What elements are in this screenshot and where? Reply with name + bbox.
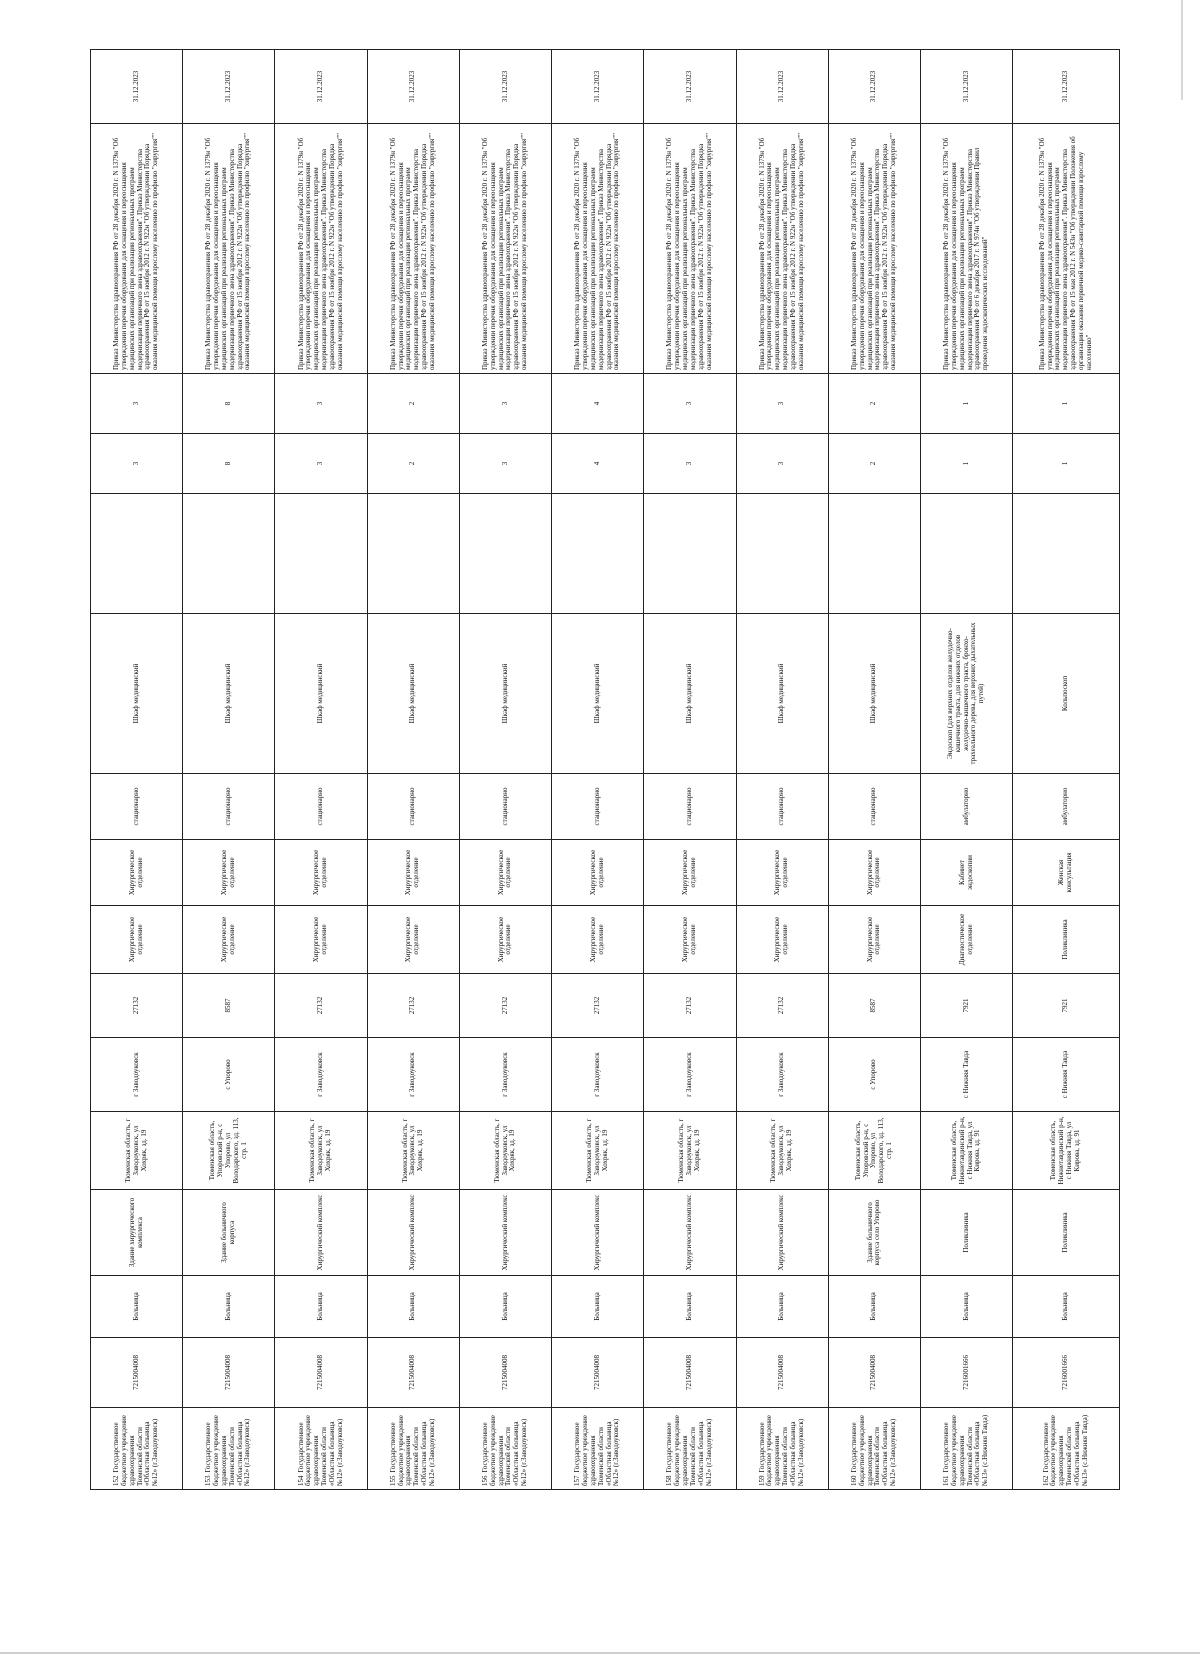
rotated-page-content	[90, 70, 1120, 1490]
legal-basis-cell: Приказ Министерства здравоохранения РФ от 28 декабря 2020 г. N 1379н "Об утверждении перечня оборудования для оснащения и переоснащения медицинских организаций при реализации региональных программ модернизации первичного звена здравоохранения". Приказ Министерства здравоохранения РФ от 15 ноября 2012 г. N 922н "Об утверждении Порядка оказания медицинской помощи взрослому населению по профилю "хирургия""	[828, 124, 920, 374]
extra-cell	[920, 494, 1012, 614]
extra-cell	[736, 494, 828, 614]
table-row	[459, 50, 551, 1490]
deadline-date-cell: 31.12.2023	[644, 50, 736, 124]
address-cell: Тюменская область, Нижнетавдинский р-н, с Нижняя Тавда, ул Кирова, зд. 91	[920, 1112, 1012, 1190]
building-cell: Хирургический комплекс	[736, 1190, 828, 1276]
deadline-date-cell: 31.12.2023	[1013, 50, 1120, 124]
address-cell: Тюменская область, Нижнетавдинский р-н, с Нижняя Тавда, ул Кирова, зд. 91	[1013, 1112, 1120, 1190]
facility-type-cell: Больница	[459, 1276, 551, 1338]
quantity-total-cell: 3	[275, 374, 367, 434]
inn-cell: 7215004008	[367, 1338, 459, 1408]
row-number-organization-cell	[459, 1408, 551, 1490]
address-cell: Тюменская область, г Заводоуковск, ул Хохряк, зд. 19	[736, 1112, 828, 1190]
equipment-name-cell: Шкаф медицинский	[367, 614, 459, 774]
organization-name: Государственное бюджетное учреждение здравоохранения Тюменской области «Областная больница №12» (г.Заводоуковск)	[849, 1415, 898, 1486]
row-number-organization-cell	[828, 1408, 920, 1490]
equipment-name-cell: Шкаф медицинский	[459, 614, 551, 774]
care-condition-cell: амбулаторно	[1013, 774, 1120, 840]
department-cell: Хирургическое отделение	[552, 906, 644, 974]
address-cell: Тюменская область, г Заводоуковск, ул Хохряк, зд. 19	[367, 1112, 459, 1190]
row-number-organization-cell	[91, 1408, 183, 1490]
population-cell: 7921	[1013, 974, 1120, 1038]
building-cell: Поликлиника	[920, 1190, 1012, 1276]
facility-type-cell: Больница	[736, 1276, 828, 1338]
address-cell: Тюменская область, Упоровский р-н, с Упорово, ул Володарского, зд. 113, стр. 1	[183, 1112, 275, 1190]
address-cell: Тюменская область, г Заводоуковск, ул Хохряк, зд. 19	[275, 1112, 367, 1190]
department-cell: Хирургическое отделение	[275, 906, 367, 974]
legal-basis-cell: Приказ Министерства здравоохранения РФ от 28 декабря 2020 г. N 1379н "Об утверждении перечня оборудования для оснащения и переоснащения медицинских организаций при реализации региональных программ модернизации первичного звена здравоохранения". Приказ Министерства здравоохранения РФ от 15 ноября 2012 г. N 922н "Об утверждении Порядка оказания медицинской помощи взрослому населению по профилю "хирургия""	[91, 124, 183, 374]
facility-type-cell: Больница	[828, 1276, 920, 1338]
row-number: 156	[481, 1475, 489, 1486]
department-cell: Хирургическое отделение	[459, 906, 551, 974]
population-cell: 27132	[367, 974, 459, 1038]
extra-cell	[552, 494, 644, 614]
care-condition-cell: стационарно	[275, 774, 367, 840]
building-cell: Хирургический комплекс	[367, 1190, 459, 1276]
row-number: 153	[204, 1475, 213, 1486]
deadline-date-cell: 31.12.2023	[736, 50, 828, 124]
care-condition-cell: стационарно	[367, 774, 459, 840]
row-number-organization-cell	[644, 1408, 736, 1490]
extra-cell	[644, 494, 736, 614]
quantity-total-cell: 4	[552, 374, 644, 434]
address-cell: Тюменская область, г Заводоуковск, ул Хохряк, зд. 19	[552, 1112, 644, 1190]
equipment-table	[90, 49, 1120, 1490]
quantity-cell: 1	[920, 434, 1012, 494]
table-body	[91, 50, 1120, 1490]
row-number: 159	[757, 1475, 766, 1486]
row-number: 162	[1041, 1475, 1050, 1486]
equipment-name-cell: Шкаф медицинский	[183, 614, 275, 774]
quantity-total-cell: 3	[736, 374, 828, 434]
population-cell: 7921	[920, 974, 1012, 1038]
population-cell: 27132	[736, 974, 828, 1038]
locality-cell: г Заводоуковск	[644, 1038, 736, 1112]
row-number-organization-cell	[920, 1408, 1012, 1490]
subdivision-cell: Кабинет эндоскопии	[920, 840, 1012, 906]
table-row	[644, 50, 736, 1490]
organization-name: Государственное бюджетное учреждение здравоохранения Тюменской области «Областная больница №12» (г.Заводоуковск)	[481, 1415, 529, 1486]
organization-name: Государственное бюджетное учреждение здравоохранения Тюменской области «Областная больница №12» (г.Заводоуковск)	[112, 1415, 160, 1486]
quantity-cell: 3	[459, 434, 551, 494]
row-number: 158	[665, 1475, 674, 1486]
locality-cell: с Упорово	[828, 1038, 920, 1112]
building-cell: Здание хирургического комплекса	[91, 1190, 183, 1276]
building-cell: Хирургический комплекс	[644, 1190, 736, 1276]
legal-basis-cell: Приказ Министерства здравоохранения РФ от 28 декабря 2020 г. N 1379н "Об утверждении перечня оборудования для оснащения и переоснащения медицинских организаций при реализации региональных программ модернизации первичного звена здравоохранения". Приказ Министерства здравоохранения РФ от 15 ноября 2012 г. N 922н "Об утверждении Порядка оказания медицинской помощи взрослому населению по профилю "хирургия""	[183, 124, 275, 374]
table-row	[736, 50, 828, 1490]
quantity-total-cell: 1	[1013, 374, 1120, 434]
table-row	[552, 50, 644, 1490]
table-row	[1013, 50, 1120, 1490]
population-cell: 27132	[644, 974, 736, 1038]
equipment-name-cell: Шкаф медицинский	[275, 614, 367, 774]
row-number: 155	[388, 1475, 397, 1486]
subdivision-cell: Хирургическое отделение	[459, 840, 551, 906]
equipment-name-cell: Шкаф медицинский	[552, 614, 644, 774]
inn-cell: 7215004008	[459, 1338, 551, 1408]
extra-cell	[828, 494, 920, 614]
quantity-cell: 8	[183, 434, 275, 494]
deadline-date-cell: 31.12.2023	[91, 50, 183, 124]
deadline-date-cell: 31.12.2023	[275, 50, 367, 124]
department-cell: Поликлиника	[1013, 906, 1120, 974]
address-cell: Тюменская область, Упоровский р-н, с Упорово, ул Володарского, зд. 113, стр. 1	[828, 1112, 920, 1190]
subdivision-cell: Хирургическое отделение	[552, 840, 644, 906]
facility-type-cell: Больница	[275, 1276, 367, 1338]
row-number: 161	[942, 1475, 951, 1486]
legal-basis-cell: Приказ Министерства здравоохранения РФ от 28 декабря 2020 г. N 1379н "Об утверждении перечня оборудования для оснащения и переоснащения медицинских организаций при реализации региональных программ модернизации первичного звена здравоохранения". Приказ Министерства здравоохранения РФ от 15 ноября 2012 г. N 922н "Об утверждении Порядка оказания медицинской помощи взрослому населению по профилю "хирургия""	[367, 124, 459, 374]
address-cell: Тюменская область, г Заводоуковск, ул Хохряк, зд. 19	[459, 1112, 551, 1190]
facility-type-cell: Больница	[183, 1276, 275, 1338]
care-condition-cell: стационарно	[91, 774, 183, 840]
legal-basis-cell: Приказ Министерства здравоохранения РФ от 28 декабря 2020 г. N 1379н "Об утверждении перечня оборудования для оснащения и переоснащения медицинских организаций при реализации региональных программ модернизации первичного звена здравоохранения". Приказ Министерства здравоохранения РФ от 15 ноября 2012 г. N 922н "Об утверждении Порядка оказания медицинской помощи взрослому населению по профилю "хирургия""	[552, 124, 644, 374]
equipment-name-cell: Шкаф медицинский	[736, 614, 828, 774]
row-number-organization-cell	[736, 1408, 828, 1490]
inn-cell: 7215004008	[275, 1338, 367, 1408]
subdivision-cell: Женская консультация	[1013, 840, 1120, 906]
facility-type-cell: Больница	[644, 1276, 736, 1338]
organization-name: Государственное бюджетное учреждение здравоохранения Тюменской области «Областная больница №13» (с.Нижняя Тавда)	[942, 1414, 990, 1486]
department-cell: Диагностическое отделение	[920, 906, 1012, 974]
row-number: 160	[849, 1475, 858, 1486]
quantity-cell: 3	[736, 434, 828, 494]
population-cell: 27132	[459, 974, 551, 1038]
legal-basis-cell: Приказ Министерства здравоохранения РФ от 28 декабря 2020 г. N 1379н "Об утверждении перечня оборудования для оснащения и переоснащения медицинских организаций при реализации региональных программ модернизации первичного звена здравоохранения". Приказ Министерства здравоохранения РФ от 6 декабря 2017 г. N 974н "Об утверждении Правил проведения эндоскопических исследований"	[920, 124, 1012, 374]
population-cell: 8587	[828, 974, 920, 1038]
department-cell: Хирургическое отделение	[91, 906, 183, 974]
subdivision-cell: Хирургическое отделение	[183, 840, 275, 906]
facility-type-cell: Больница	[367, 1276, 459, 1338]
quantity-total-cell: 3	[91, 374, 183, 434]
subdivision-cell: Хирургическое отделение	[275, 840, 367, 906]
inn-cell: 7216001666	[920, 1338, 1012, 1408]
row-number: 152	[112, 1475, 121, 1486]
locality-cell: г Заводоуковск	[459, 1038, 551, 1112]
care-condition-cell: стационарно	[736, 774, 828, 840]
scan-edge-right	[1181, 0, 1183, 100]
population-cell: 8587	[183, 974, 275, 1038]
quantity-cell: 2	[828, 434, 920, 494]
locality-cell: г Заводоуковск	[367, 1038, 459, 1112]
quantity-total-cell: 3	[459, 374, 551, 434]
inn-cell: 7215004008	[552, 1338, 644, 1408]
equipment-name-cell: Шкаф медицинский	[828, 614, 920, 774]
extra-cell	[1013, 494, 1120, 614]
facility-type-cell: Больница	[1013, 1276, 1120, 1338]
row-number-organization-cell	[1013, 1408, 1120, 1490]
quantity-total-cell: 8	[183, 374, 275, 434]
care-condition-cell: стационарно	[552, 774, 644, 840]
department-cell: Хирургическое отделение	[183, 906, 275, 974]
inn-cell: 7215004008	[91, 1338, 183, 1408]
quantity-total-cell: 2	[828, 374, 920, 434]
locality-cell: с Нижняя Тавда	[920, 1038, 1012, 1112]
extra-cell	[367, 494, 459, 614]
quantity-cell: 4	[552, 434, 644, 494]
organization-name: Государственное бюджетное учреждение здравоохранения Тюменской области «Областная больница №12» (г.Заводоуковск)	[573, 1415, 621, 1486]
department-cell: Хирургическое отделение	[828, 906, 920, 974]
deadline-date-cell: 31.12.2023	[920, 50, 1012, 124]
scan-edge-bottom	[0, 1652, 1200, 1654]
care-condition-cell: амбулаторно	[920, 774, 1012, 840]
care-condition-cell: стационарно	[644, 774, 736, 840]
organization-name: Государственное бюджетное учреждение здравоохранения Тюменской области «Областная больница №12» (г.Заводоуковск)	[204, 1415, 252, 1486]
legal-basis-cell: Приказ Министерства здравоохранения РФ от 28 декабря 2020 г. N 1379н "Об утверждении перечня оборудования для оснащения и переоснащения медицинских организаций при реализации региональных программ модернизации первичного звена здравоохранения". Приказ Министерства здравоохранения РФ от 15 ноября 2012 г. N 922н "Об утверждении Порядка оказания медицинской помощи взрослому населению по профилю "хирургия""	[644, 124, 736, 374]
address-cell: Тюменская область, г Заводоуковск, ул Хохряк, зд. 19	[91, 1112, 183, 1190]
inn-cell: 7216001666	[1013, 1338, 1120, 1408]
quantity-cell: 2	[367, 434, 459, 494]
locality-cell: г Заводоуковск	[736, 1038, 828, 1112]
quantity-cell: 1	[1013, 434, 1120, 494]
row-number-organization-cell	[367, 1408, 459, 1490]
facility-type-cell: Больница	[91, 1276, 183, 1338]
table-row	[275, 50, 367, 1490]
deadline-date-cell: 31.12.2023	[183, 50, 275, 124]
table-row	[920, 50, 1012, 1490]
row-number-organization-cell	[552, 1408, 644, 1490]
locality-cell: с Нижняя Тавда	[1013, 1038, 1120, 1112]
subdivision-cell: Хирургическое отделение	[367, 840, 459, 906]
table-row	[91, 50, 183, 1490]
population-cell: 27132	[552, 974, 644, 1038]
extra-cell	[183, 494, 275, 614]
inn-cell: 7215004008	[736, 1338, 828, 1408]
building-cell: Здание больничного корпуса	[183, 1190, 275, 1276]
department-cell: Хирургическое отделение	[367, 906, 459, 974]
inn-cell: 7215004008	[183, 1338, 275, 1408]
facility-type-cell: Больница	[920, 1276, 1012, 1338]
subdivision-cell: Хирургическое отделение	[91, 840, 183, 906]
table-row	[367, 50, 459, 1490]
table-row	[828, 50, 920, 1490]
quantity-cell: 3	[91, 434, 183, 494]
deadline-date-cell: 31.12.2023	[459, 50, 551, 124]
extra-cell	[275, 494, 367, 614]
deadline-date-cell: 31.12.2023	[828, 50, 920, 124]
population-cell: 27132	[275, 974, 367, 1038]
locality-cell: с Упорово	[183, 1038, 275, 1112]
organization-name: Государственное бюджетное учреждение здравоохранения Тюменской области «Областная больница №12» (г.Заводоуковск)	[388, 1415, 436, 1486]
extra-cell	[91, 494, 183, 614]
subdivision-cell: Хирургическое отделение	[644, 840, 736, 906]
row-number: 154	[296, 1475, 305, 1486]
organization-name: Государственное бюджетное учреждение здравоохранения Тюменской области «Областная больница №12» (г.Заводоуковск)	[757, 1415, 805, 1486]
row-number: 157	[573, 1475, 582, 1486]
department-cell: Хирургическое отделение	[644, 906, 736, 974]
quantity-cell: 3	[644, 434, 736, 494]
subdivision-cell: Хирургическое отделение	[828, 840, 920, 906]
department-cell: Хирургическое отделение	[736, 906, 828, 974]
address-cell: Тюменская область, г Заводоуковск, ул Хохряк, зд. 19	[644, 1112, 736, 1190]
equipment-name-cell: Кольпоскоп	[1013, 614, 1120, 774]
deadline-date-cell: 31.12.2023	[367, 50, 459, 124]
quantity-total-cell: 1	[920, 374, 1012, 434]
building-cell: Поликлиника	[1013, 1190, 1120, 1276]
quantity-total-cell: 2	[367, 374, 459, 434]
organization-name: Государственное бюджетное учреждение здравоохранения Тюменской области «Областная больница №13» (с.Нижняя Тавда)	[1041, 1414, 1089, 1486]
row-number-organization-cell	[275, 1408, 367, 1490]
organization-name: Государственное бюджетное учреждение здравоохранения Тюменской области «Областная больница №12» (г.Заводоуковск)	[296, 1415, 344, 1486]
care-condition-cell: стационарно	[183, 774, 275, 840]
legal-basis-cell: Приказ Министерства здравоохранения РФ от 28 декабря 2020 г. N 1379н "Об утверждении перечня оборудования для оснащения и переоснащения медицинских организаций при реализации региональных программ модернизации первичного звена здравоохранения". Приказ Министерства здравоохранения РФ от 15 ноября 2012 г. N 922н "Об утверждении Порядка оказания медицинской помощи взрослому населению по профилю "хирургия""	[736, 124, 828, 374]
care-condition-cell: стационарно	[459, 774, 551, 840]
equipment-name-cell: Шкаф медицинский	[644, 614, 736, 774]
table-row	[183, 50, 275, 1490]
legal-basis-cell: Приказ Министерства здравоохранения РФ от 28 декабря 2020 г. N 1379н "Об утверждении перечня оборудования для оснащения и переоснащения медицинских организаций при реализации региональных программ модернизации первичного звена здравоохранения". Приказ Министерства здравоохранения РФ от 15 ноября 2012 г. N 922н "Об утверждении Порядка оказания медицинской помощи взрослому населению по профилю "хирургия""	[459, 124, 551, 374]
building-cell: Здание больничного корпуса село Упорово	[828, 1190, 920, 1276]
inn-cell: 7215004008	[828, 1338, 920, 1408]
locality-cell: г Заводоуковск	[91, 1038, 183, 1112]
legal-basis-cell: Приказ Министерства здравоохранения РФ от 28 декабря 2020 г. N 1379н "Об утверждении перечня оборудования для оснащения и переоснащения медицинских организаций при реализации региональных программ модернизации первичного звена здравоохранения". Приказ Министерства здравоохранения РФ от 15 мая 2012 г. N 543н "Об утверждении Положения об организации оказания первичной медико-санитарной помощи взрослому населению"	[1013, 124, 1120, 374]
building-cell: Хирургический комплекс	[459, 1190, 551, 1276]
row-number-organization-cell	[183, 1408, 275, 1490]
building-cell: Хирургический комплекс	[275, 1190, 367, 1276]
facility-type-cell: Больница	[552, 1276, 644, 1338]
quantity-total-cell: 3	[644, 374, 736, 434]
deadline-date-cell: 31.12.2023	[552, 50, 644, 124]
subdivision-cell: Хирургическое отделение	[736, 840, 828, 906]
care-condition-cell: стационарно	[828, 774, 920, 840]
building-cell: Хирургический комплекс	[552, 1190, 644, 1276]
equipment-name-cell: Эндоскоп (для верхних отделов желудочно-кишечного тракта, для нижних отделов желудочно-кишечного тракта, бронхо-трахеального дерева, для верхних дыхательных путей)	[920, 614, 1012, 774]
equipment-name-cell: Шкаф медицинский	[91, 614, 183, 774]
locality-cell: г Заводоуковск	[552, 1038, 644, 1112]
inn-cell: 7215004008	[644, 1338, 736, 1408]
legal-basis-cell: Приказ Министерства здравоохранения РФ от 28 декабря 2020 г. N 1379н "Об утверждении перечня оборудования для оснащения и переоснащения медицинских организаций при реализации региональных программ модернизации первичного звена здравоохранения". Приказ Министерства здравоохранения РФ от 15 ноября 2012 г. N 922н "Об утверждении Порядка оказания медицинской помощи взрослому населению по профилю "хирургия""	[275, 124, 367, 374]
locality-cell: г Заводоуковск	[275, 1038, 367, 1112]
quantity-cell: 3	[275, 434, 367, 494]
extra-cell	[459, 494, 551, 614]
organization-name: Государственное бюджетное учреждение здравоохранения Тюменской области «Областная больница №12» (г.Заводоуковск)	[665, 1415, 713, 1486]
population-cell: 27132	[91, 974, 183, 1038]
